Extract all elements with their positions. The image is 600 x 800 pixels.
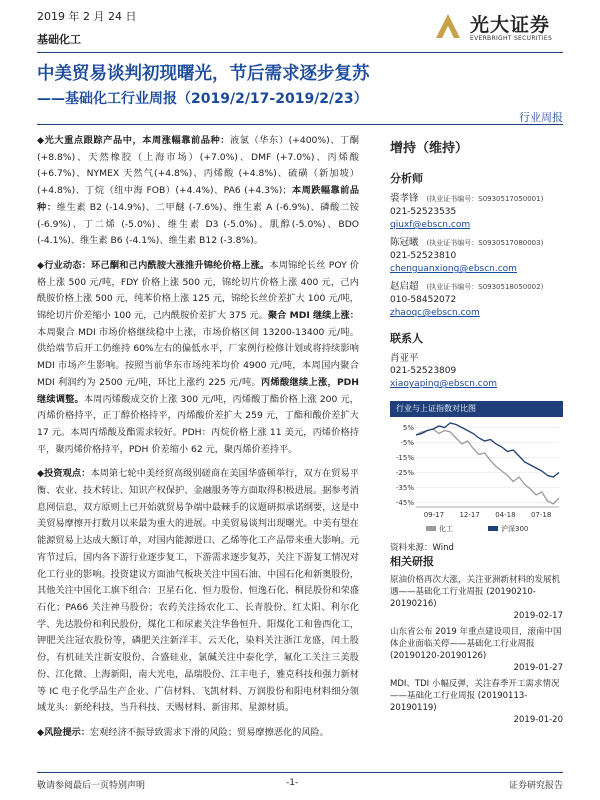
footer-divider [37,772,563,773]
related-report-item[interactable] [390,626,563,674]
analyst-phone: 010-58452072 [390,295,457,305]
report-subtitle: ——基础化工行业周报（2019/2/17-2019/2/23） [37,91,368,107]
lead-investment-view: ◆投资观点： [37,468,91,480]
analyst-phone: 021-52523810 [390,251,457,261]
title-divider [37,124,563,125]
paragraph-risk [37,725,359,742]
related-report-item[interactable] [390,574,563,622]
logo-mark-icon [432,10,464,42]
analyst-card [390,280,563,320]
y-tick-label: -5% [400,439,414,447]
contact-card [390,352,563,391]
chart-header: 行业与上证指数对比图 [390,401,563,417]
y-tick-label: 5% [402,424,414,432]
report-date: 2019 年 2 月 24 日 [37,10,137,23]
sidebar [390,133,563,395]
analyst-card [390,192,563,232]
lead-risk: ◆风险提示： [37,726,91,738]
rating: 增持（维持） [390,141,469,156]
related-report-date: 2019-01-20 [513,715,563,725]
company-logo [432,8,562,48]
analyst-license: (执业证书编号：S0930517050001) [426,195,544,203]
x-tick-label: 07-18 [530,511,552,519]
contact-phone: 021-52523809 [390,366,457,376]
contact-name: 肖亚平 [390,353,419,364]
lead-mdi: 聚合 MDI 继续上涨： [267,310,359,322]
chart-plot [390,417,563,541]
logo-text-en: EVERBRIGHT SECURITIES [470,35,553,42]
text-decliners: 维生素 B2 (-14.9%)、二甲醚 (-7.6%)、维生素 A (-6.9%)、磷酸二铵 (-6.9%)、丁二烯 (-5.0%)、维生素 D3 (-5.0%)、肌醇(-5.0%)、BDO (-4.1%)、维生素 B6 (-4.1%)、维生素 B12 (-3.8%)。 [37,201,360,247]
analyst-card [390,236,563,276]
related-report-date: 2019-01-27 [513,663,563,673]
analyst-name: 陈冠曦 [390,237,419,248]
x-tick-label: 09-17 [423,511,445,519]
related-heading: 相关研报 [390,555,434,568]
related-report-date: 2019-02-17 [513,611,563,621]
analyst-name: 裘孝锋 [390,193,419,204]
sector-label: 基础化工 [37,33,81,46]
analyst-phone: 021-52523535 [390,207,457,217]
analyst-email-link[interactable]: zhaoqc@ebscn.com [390,308,480,318]
related-report-title: 山东省公布 2019 年重点建设项目，滚南中国体企业面临关停——基础化工行业周报 (20190120-20190126) [390,627,562,661]
lead-decliners: 本周跌幅靠前品种： [37,185,360,213]
text-mdi: 本周聚合 MDI 市场价格继续稳中上涨，市场价格区间 13200-13400 元/吨。供给端节后开工仍维持 60%左右的偏低水平，厂家例行检修计划或将持续影响 MDI 市场产生影响。按照当前华东市场纯苯均价 4900 元/吨，本周国内聚合 MDI 利润约为 2500 元/吨，环比上涨约 225 元/吨。 [37,326,359,388]
contact-email-link[interactable]: xiaoyaping@ebscn.com [390,379,497,389]
analyst-email-link[interactable]: qiuxf@ebscn.com [390,220,471,230]
legend-label: 化工 [439,525,453,533]
footer-label: 证券研究报告 [508,781,563,791]
analyst-license: (执业证书编号：S0930518050002) [426,283,544,291]
contact-heading: 联系人 [390,332,423,345]
text-investment-view: 本周第七轮中美经贸高级别磋商在美国华盛顿举行，双方在贸易平衡、农业、技术转让、知识产权保护、金融服务等方面取得积极进展。据参考消息网信息，双方原则上已开始就贸易争端中最棘手的议题研拟承诺纲要，这是中美贸易摩擦开打数月以来最为重大的进展。中美贸易谈判出现曙光。中美有望在能源贸易上达成大额订单，对国内能源进口、乙烯等化工产品带来重大影响。元宵节过后，国内各下游行业逐步复工，下游需求逐步复苏，关注下游复工情况对化工行业的影响。投资建议方面油气板块关注中国石油、中国石化和新奥股份，其他关注中国化工旗下组合：卫星石化、恒力股份、恒逸石化、桐昆股份和荣盛石化；PA66 关注神马股份；农药关注扬农化工、长青股份、红太阳、利尔化学、先达股份和利民股份，煤化工和尿素关注华鲁恒升、阳煤化工和鲁西化工，钾肥关注冠农股份等，磷肥关注新洋丰、云天化，染料关注浙江龙盛，闰土股份，有机硅关注新安股份、合盛硅业，氯碱关注中泰化学，氟化工关注三美股份、江化微、上海新阳，南大光电，晶瑞股份、江丰电子，雅克科技和强力新材等 IC 电子化学品生产企业、广信材料、飞凯材料、万润股份和阳电材料细分领域龙头：新纶科技，当升科技、天赐材料、新宙邦、星源材质。 [37,468,359,714]
logo-text-cn: 光大证券 [470,14,551,36]
chart-source: 资料来源：Wind [390,543,454,553]
lead-acrylic: 丙烯酸继续上涨，PDH 继续调整。 [37,376,359,405]
related-reports [390,556,563,730]
paragraph-industry-news [37,258,359,458]
x-tick-label: 04-18 [495,511,516,519]
text-key-products: 液氯（华东）(+400%)、丁酮(+8.8%)、天然橡胶（上海市场）(+7.0%)、DMF (+7.0%)、丙烯酸 (+6.7%)、NYMEX 天然气(+4.8%)、丙烯酸 (+4.8%)、硫磺（新加坡）(+4.8%)、丁烷（纽中海 FOB）(+4.4%)、PA6 (+4.3%)； [37,135,359,197]
lead-industry-news: ◆行业动态：环己酮和己内酰胺大涨推升锦纶价格上涨。 [37,259,270,271]
text-acrylic: 本周丙烯酸成交价上涨 300 元/吨，丙烯酸丁酯价格上涨 200 元，丙烯价格持平，正丁醇价格持平，丙烯酸价差扩大 259 元，丁酯和酸价差扩大 17 元。本周丙烯酸及酯需求较好。PDH：丙烷价格上涨 11 美元，丙烯价格持平，聚丙烯价格持平，PDH 价差缩小 62 元，聚丙烯价差持平。 [37,393,359,455]
y-tick-label: -35% [395,484,414,492]
comparison-chart [390,401,563,541]
analyst-email-link[interactable]: chenguanxiong@ebscn.com [390,264,517,274]
paragraph-key-products [37,133,359,250]
y-tick-label: -25% [395,469,414,477]
footer-disclaimer: 敬请参阅最后一页特别声明 [37,781,146,791]
paragraph-investment-view [37,466,359,717]
lead-key-products: ◆光大重点跟踪产品中，本周涨幅靠前品种： [37,135,231,146]
legend-swatch [426,526,436,531]
related-report-title: 原油价格再次大涨，关注亚洲新材料的发展机遇——基础化工行业周报 (20190210-20190216) [390,575,561,609]
legend-swatch [488,526,498,531]
analyst-name: 赵启超 [390,281,419,292]
series-line [416,423,559,477]
report-body [37,133,359,742]
report-type: 行业周报 [519,111,563,124]
related-report-title: MDI、TDI 小幅反弹，关注春季开工需求情况——基础化工行业周报 (20190113-20190119) [390,679,560,713]
x-tick-label: 12-17 [459,511,480,519]
header-divider [37,52,563,53]
related-report-item[interactable] [390,678,563,726]
page-number: -1- [286,778,299,788]
text-risk: 宏观经济不振导致需求下滑的风险；贸易摩擦恶化的风险。 [90,726,329,738]
analysts-heading: 分析师 [390,172,423,185]
legend-label: 沪深300 [501,525,529,533]
y-tick-label: -45% [395,499,414,507]
report-title: 中美贸易谈判初现曙光，节后需求逐步复苏 [37,64,370,84]
y-tick-label: -15% [395,454,414,462]
text-nylon: 本周锦纶长丝 POY 价格上涨 500 元/吨，FDY 价格上涨 500 元，锦纶切片价格上涨 400 元，己内酰胺价格上涨 500 元，纯苯价格上涨 125 元，锦纶长丝价差扩大 100 元/吨，锦纶切片价差缩小 100 元，己内酰胺价差扩大 375 元。 [37,259,359,322]
analyst-license: (执业证书编号：S0930517080003) [426,239,544,247]
